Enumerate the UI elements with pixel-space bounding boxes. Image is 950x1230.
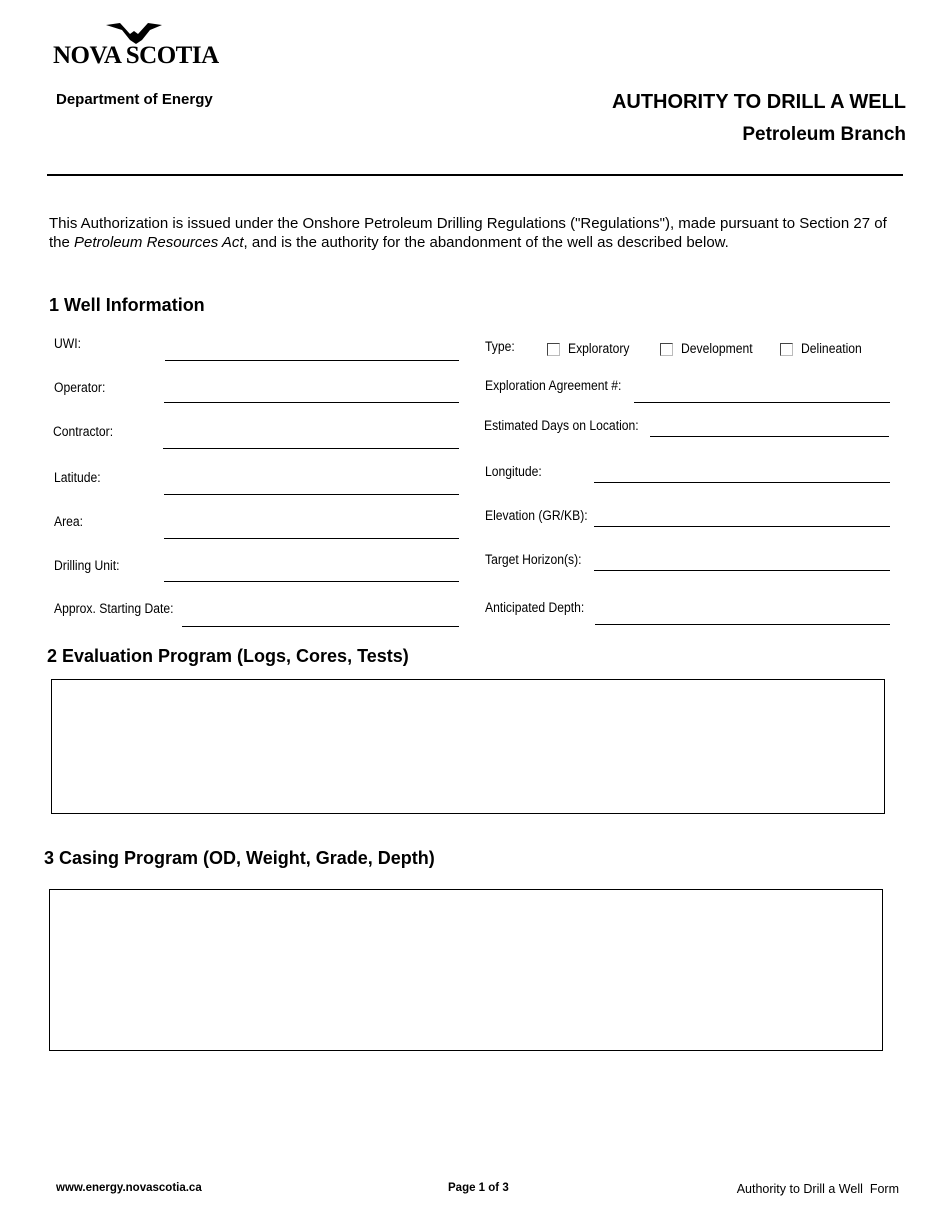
starting-date-field[interactable] <box>182 626 459 627</box>
estimated-days-label: Estimated Days on Location: <box>484 418 639 433</box>
exploration-agreement-label: Exploration Agreement #: <box>485 378 622 393</box>
logo-wordmark: NOVA SCOTIA <box>53 42 219 69</box>
evaluation-program-textarea[interactable] <box>51 679 885 814</box>
document-title: AUTHORITY TO DRILL A WELL <box>611 91 906 113</box>
casing-program-textarea[interactable] <box>49 889 883 1051</box>
latitude-label: Latitude: <box>54 470 101 485</box>
target-horizon-field[interactable] <box>594 570 890 571</box>
anticipated-depth-field[interactable] <box>595 624 890 625</box>
header-divider <box>47 174 903 176</box>
section2-title: 2 Evaluation Program (Logs, Cores, Tests) <box>47 646 409 666</box>
operator-label: Operator: <box>54 380 106 395</box>
department-name: Department of Energy <box>56 91 213 108</box>
development-checkbox[interactable] <box>660 343 673 356</box>
drilling-unit-label: Drilling Unit: <box>54 558 120 573</box>
exploratory-checkbox[interactable] <box>547 343 560 356</box>
development-option-label: Development <box>681 341 753 356</box>
exploration-agreement-field[interactable] <box>634 402 890 403</box>
estimated-days-field[interactable] <box>650 436 889 437</box>
anticipated-depth-label: Anticipated Depth: <box>485 600 585 615</box>
area-field[interactable] <box>164 538 459 539</box>
longitude-field[interactable] <box>594 482 890 483</box>
uwi-field[interactable] <box>165 360 459 361</box>
target-horizon-label: Target Horizon(s): <box>485 552 582 567</box>
branch-name: Petroleum Branch <box>742 124 906 145</box>
type-label: Type: <box>485 339 515 354</box>
footer-form-name: Authority to Drill a Well Form <box>736 1182 899 1196</box>
footer-website: www.energy.novascotia.ca <box>56 1182 202 1194</box>
footer-page-number: Page 1 of 3 <box>448 1182 509 1194</box>
act-name: Petroleum Resources Act <box>74 234 244 251</box>
elevation-label: Elevation (GR/KB): <box>485 508 588 523</box>
drilling-unit-field[interactable] <box>164 581 459 582</box>
starting-date-label: Approx. Starting Date: <box>54 601 174 616</box>
contractor-field[interactable] <box>163 448 459 449</box>
intro-paragraph: This Authorization is issued under the Onshore Petroleum Drilling Regulations ("Regulations"), made pursuant to Section 27 of the Petroleum Resources Act, and is the authority for the abandonment of the well as described below. <box>49 215 887 251</box>
uwi-label: UWI: <box>54 336 81 351</box>
section1-title: 1 Well Information <box>49 295 205 315</box>
delineation-option-label: Delineation <box>801 341 862 356</box>
exploratory-option-label: Exploratory <box>568 341 630 356</box>
longitude-label: Longitude: <box>485 464 542 479</box>
latitude-field[interactable] <box>164 494 459 495</box>
area-label: Area: <box>54 514 84 529</box>
delineation-checkbox[interactable] <box>780 343 793 356</box>
elevation-field[interactable] <box>594 526 890 527</box>
section3-title: 3 Casing Program (OD, Weight, Grade, Depth) <box>44 848 435 868</box>
operator-field[interactable] <box>164 402 459 403</box>
contractor-label: Contractor: <box>53 424 114 439</box>
